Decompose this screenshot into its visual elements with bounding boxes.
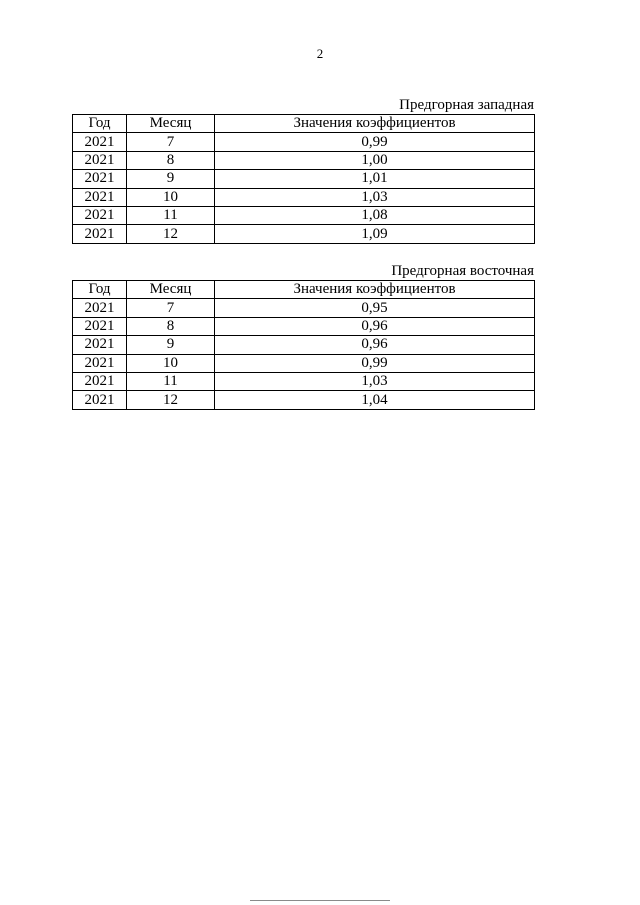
header-value: Значения коэффициентов — [215, 281, 535, 299]
cell-value: 0,96 — [215, 336, 535, 354]
cell-value: 1,03 — [215, 188, 535, 206]
header-value: Значения коэффициентов — [215, 115, 535, 133]
cell-year: 2021 — [73, 188, 127, 206]
cell-value: 1,03 — [215, 372, 535, 390]
table-section-east — [72, 262, 534, 410]
cell-value: 0,99 — [215, 354, 535, 372]
cell-year: 2021 — [73, 354, 127, 372]
table-row — [73, 354, 535, 372]
cell-value: 0,99 — [215, 133, 535, 151]
table-row — [73, 188, 535, 206]
cell-year: 2021 — [73, 299, 127, 317]
cell-value: 1,00 — [215, 151, 535, 169]
cell-year: 2021 — [73, 317, 127, 335]
cell-year: 2021 — [73, 170, 127, 188]
cell-year: 2021 — [73, 336, 127, 354]
cell-month: 12 — [127, 391, 215, 409]
page-number: 2 — [316, 46, 324, 61]
cell-month: 12 — [127, 225, 215, 243]
cell-value: 1,01 — [215, 170, 535, 188]
cell-year: 2021 — [73, 206, 127, 224]
cell-month: 10 — [127, 354, 215, 372]
table-row — [73, 170, 535, 188]
cell-year: 2021 — [73, 133, 127, 151]
table-row — [73, 336, 535, 354]
cell-year: 2021 — [73, 225, 127, 243]
cell-month: 10 — [127, 188, 215, 206]
cell-year: 2021 — [73, 391, 127, 409]
cell-value: 0,96 — [215, 317, 535, 335]
cell-value: 1,04 — [215, 391, 535, 409]
table-row — [73, 372, 535, 390]
table-row — [73, 391, 535, 409]
cell-month: 7 — [127, 133, 215, 151]
cell-value: 1,09 — [215, 225, 535, 243]
cell-month: 11 — [127, 206, 215, 224]
table-header-row — [73, 115, 535, 133]
table-row — [73, 299, 535, 317]
cell-year: 2021 — [73, 151, 127, 169]
cell-month: 8 — [127, 317, 215, 335]
table-row — [73, 151, 535, 169]
table-row — [73, 206, 535, 224]
cell-month: 8 — [127, 151, 215, 169]
header-year: Год — [73, 115, 127, 133]
header-year: Год — [73, 281, 127, 299]
coefficients-table — [72, 280, 535, 410]
cell-month: 11 — [127, 372, 215, 390]
table-row — [73, 225, 535, 243]
coefficients-table — [72, 114, 535, 244]
cell-month: 7 — [127, 299, 215, 317]
table-row — [73, 317, 535, 335]
table-caption: Предгорная восточная — [391, 263, 534, 279]
cell-value: 1,08 — [215, 206, 535, 224]
table-section-west — [72, 96, 534, 244]
header-month: Месяц — [127, 281, 215, 299]
cell-year: 2021 — [73, 372, 127, 390]
page-bottom-rule — [250, 900, 390, 901]
cell-month: 9 — [127, 336, 215, 354]
table-row — [73, 133, 535, 151]
cell-month: 9 — [127, 170, 215, 188]
header-month: Месяц — [127, 115, 215, 133]
table-header-row — [73, 281, 535, 299]
cell-value: 0,95 — [215, 299, 535, 317]
table-caption: Предгорная западная — [399, 97, 534, 113]
